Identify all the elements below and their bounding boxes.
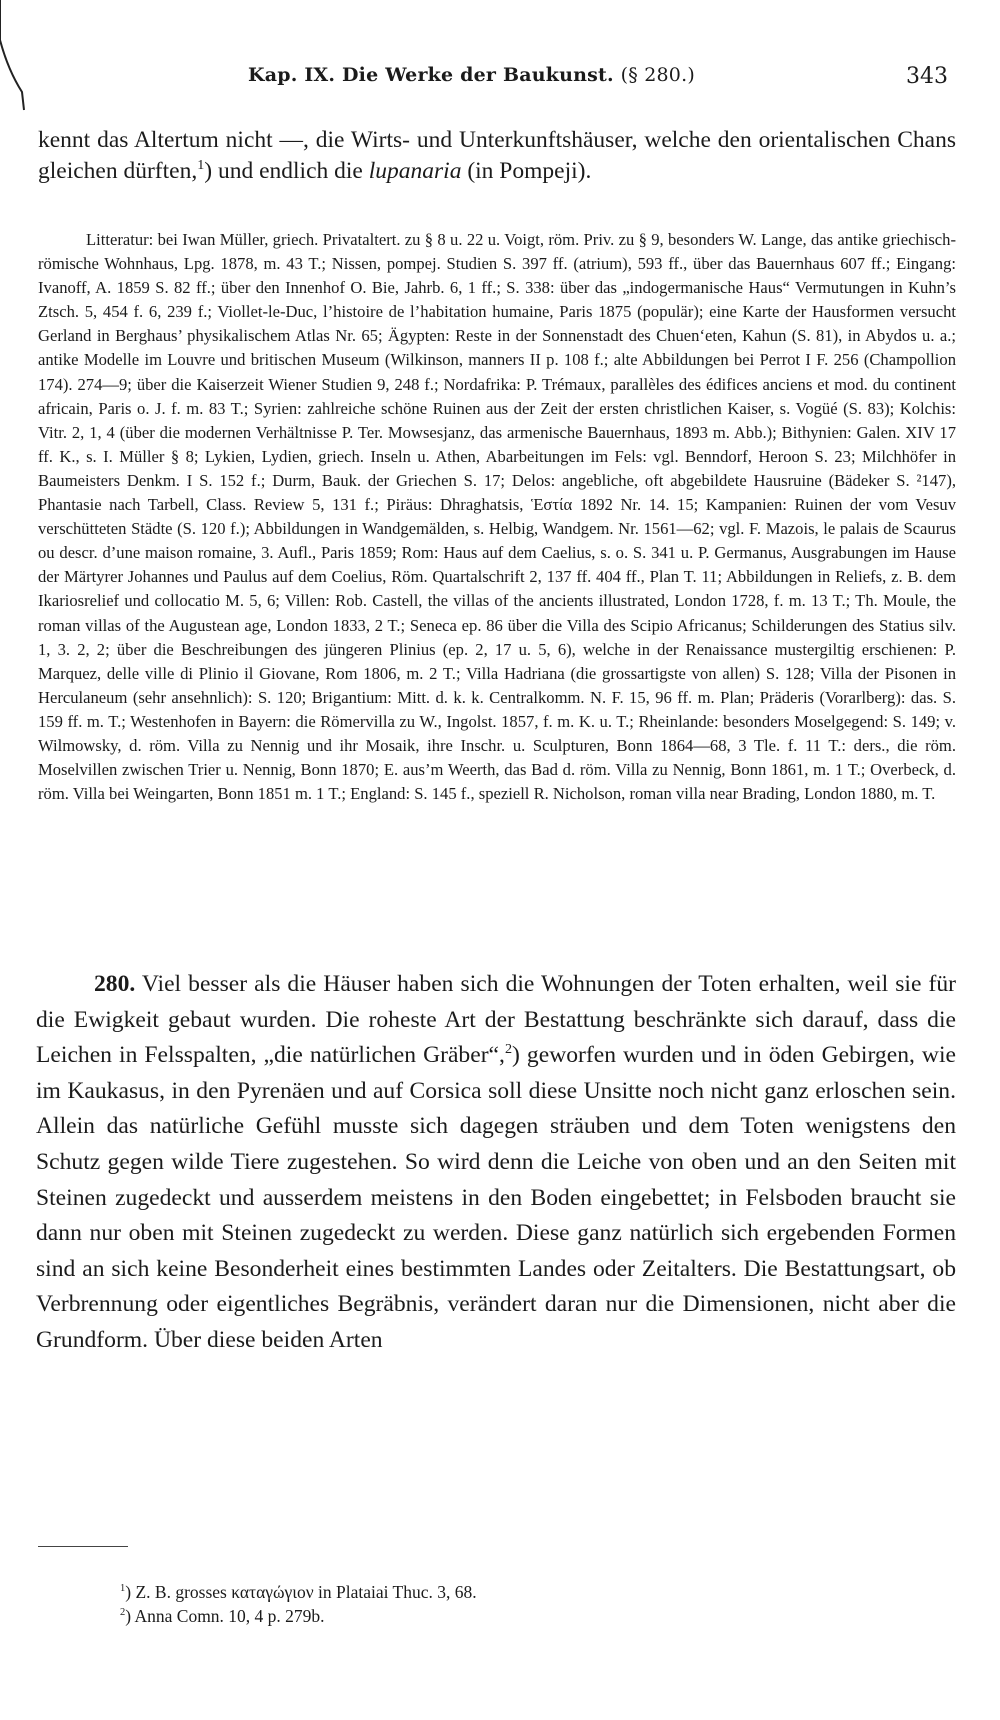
scan-edge-mark: [0, 0, 40, 150]
running-header: [248, 64, 948, 94]
paragraph-number: 280.: [94, 971, 136, 997]
paragraph-text-2: ) geworfen wurden und in öden Gebirgen, wie im Kaukasus, in den Pyrenäen und auf Corsica soll diese Unsitte noch nicht ganz erloschen sein. Allein das natürliche Gefühl musste sich dagegen sträuben und dem Toten wenigstens den Schutz gegen wilde Tiere zugestehen. So wird denn die Leiche von oben und an den Seiten mit Steinen zugedeckt und ausserdem meistens in den Boden eingebettet; in Felsboden braucht sie dann nur oben mit Steinen zugedeckt zu werden. Diese ganz natürlich sich ergebenden Formen sind an sich keine Besonderheit eines bestimmten Landes oder Zeitalters. Die Bestattungsart, ob Verbrennung oder eigentliches Begräbnis, verändert daran nur die Dimensionen, nicht aber die Grundform. Über diese beiden Arten: [36, 1042, 957, 1353]
footnote-separator: [38, 1546, 128, 1547]
section-reference: (§ 280.): [620, 64, 695, 86]
footnote-2-mark: 2: [120, 1607, 126, 1619]
paragraph-280: [36, 967, 956, 1359]
intro-text-2: ) und endlich die: [204, 158, 369, 184]
footnote-2-text: ) Anna Comn. 10, 4 p. 279b.: [125, 1606, 325, 1626]
intro-italic-term: lupanaria: [368, 158, 462, 184]
literature-note: Litteratur: bei Iwan Müller, griech. Privataltert. zu § 8 u. 22 u. Voigt, röm. Priv. zu § 9, besonders W. Lange, das antike griechisch-römische Wohnhaus, Lpg. 1878, m. 43 T.; Nissen, pompej. Studien S. 397 ff. (atrium), 593 ff., über das Bauernhaus 607 ff.; Eingang: Ivanoff, A. 1859 S. 82 ff.; über den Innenhof O. Bie, Jahrb. 6, 1 ff.; S. 338: über das „indogermanische Haus“ Vermutungen in Kuhn’s Ztsch. 5, 454 f. 6, 239 f.; Viollet-le-Duc, l’histoire de l’habitation humaine, Paris 1875 (populär); eine Karte der Hausformen versucht Gerland in Berghaus’ physikalischem Atlas Nr. 65; Ägypten: Reste in der Sonnenstadt des Chuen‘eten, Kahun (S. 81), in Abydos u. a.; antike Modelle im Louvre und britischen Museum (Wilkinson, manners II p. 108 f.; alte Abbildungen bei Perrot I F. 256 (Champollion 174). 274—9; über die Kaiserzeit Wiener Studien 9, 248 f.; Nordafrika: P. Trémaux, parallèles des édifices anciens et mod. du continent africain, Paris o. J. f. m. 83 T.; Syrien: zahlreiche schöne Ruinen aus der Zeit der ersten christlichen Kaiser, s. Vogüé (S. 83); Kolchis: Vitr. 2, 1, 4 (über die modernen Verhältnisse P. Ter. Mowsesjanz, das armenische Bauernhaus, 1893 m. Abb.); Bithynien: Galen. XIV 17 ff. K., s. I. Müller § 8; Lykien, Lydien, griech. Inseln u. Athen, Abarbeitungen im Fels: vgl. Benndorf, Heroon S. 23; Milchhöfer in Baumeisters Denkm. I S. 152 f.; Durm, Bauk. der Griechen S. 17; Delos: angebliche, oft abgebildete Hausruine (Bädeker S. ²147), Phantasie nach Tarbell, Class. Review 5, 131 f.; Piräus: Dhraghatsis, Ἑστία 1892 Nr. 14. 15; Kampanien: Ruinen der vom Vesuv verschütteten Städte (S. 120 f.); Abbildungen in Wandgemälden, s. Helbig, Wandgem. Nr. 1561—62; vgl. F. Mazois, le palais de Scaurus ou descr. d’une maison romaine, 3. Aufl., Paris 1859; Rom: Haus auf dem Caelius, s. o. S. 341 u. P. Germanus, Ausgrabungen im Hause der Märtyrer Johannes und Paulus auf dem Coelius, Röm. Quartalschrift 2, 137 ff. 404 ff., Plan T. 11; Abbildungen in Reliefs, z. B. dem Ikariosrelief und collocatio M. 5, 6; Villen: Rob. Castell, the villas of the ancients illustrated, London 1728, f. m. 13 T.; Th. Moule, the roman villas of the Augustean age, London 1833, 2 T.; Seneca ep. 86 über die Villa des Scipio Africanus; Schilderungen des Statius silv. 1, 3. 2, 2; über die Beschreibungen des jüngeren Plinius (ep. 2, 17 u. 5, 6), welche in der Renaissance mustergiltig erschienen: P. Marquez, delle ville di Plinio il Giovane, Rom 1806, m. 2 T.; Villa Hadriana (die grossartigste von allen) S. 128; Villa der Pisonen in Herculaneum (sehr ansehnlich): S. 120; Brigantium: Mitt. d. k. k. Centralkomm. N. F. 15, 96 ff. m. Plan; Präderis (Vorarlberg): das. S. 159 ff. m. T.; Westenhofen in Bayern: die Römervilla zu W., Ingolst. 1857, f. m. K. u. T.; Rheinlande: besonders Moselgegend: S. 149; v. Wilmowsky, d. röm. Villa zu Nennig und ihr Mosaik, ihre Inschr. u. Sculpturen, Bonn 1864—68, 3 Tle. f. 11 T.: ders., die röm. Moselvillen zwischen Trier u. Nennig, Bonn 1870; E. aus’m Weerth, das Bad d. röm. Villa zu Nennig, Bonn 1861, m. 1 T.; Overbeck, d. röm. Villa bei Weingarten, Bonn 1851 m. 1 T.; England: S. 145 f., speziell R. Nicholson, roman villa near Brading, London 1880, m. T.: [38, 230, 956, 804]
intro-text-3: (in Pompeji).: [461, 158, 592, 184]
footnote-1-mark: 1: [120, 1583, 126, 1595]
intro-paragraph: [38, 125, 956, 187]
footnote-1: [120, 1580, 920, 1604]
intro-text-1: kennt das Altertum nicht —, die Wirts- und Unterkunftshäuser, welche den orientalischen Chans gleichen dürften,: [38, 127, 956, 184]
footnote-marker-2: 2: [504, 1041, 513, 1058]
running-title: [248, 64, 695, 86]
footnotes: [120, 1580, 920, 1628]
page-number: 343: [906, 64, 948, 89]
footnote-marker-1: 1: [197, 157, 205, 174]
paragraph-text-1: Viel besser als die Häuser haben sich die Wohnungen der Toten erhalten, weil sie für die Ewigkeit gebaut wurden. Die roheste Art der Bestattung beschränkte sich darauf, dass die Leichen in Felsspalten, „die natürlichen Gräber“,: [36, 971, 956, 1069]
footnote-2: [120, 1604, 920, 1628]
running-title-text: Kap. IX. Die Werke der Baukunst.: [248, 64, 614, 86]
footnote-1-text: ) Z. B. grosses καταγώγιον in Plataiai Thuc. 3, 68.: [125, 1582, 477, 1602]
